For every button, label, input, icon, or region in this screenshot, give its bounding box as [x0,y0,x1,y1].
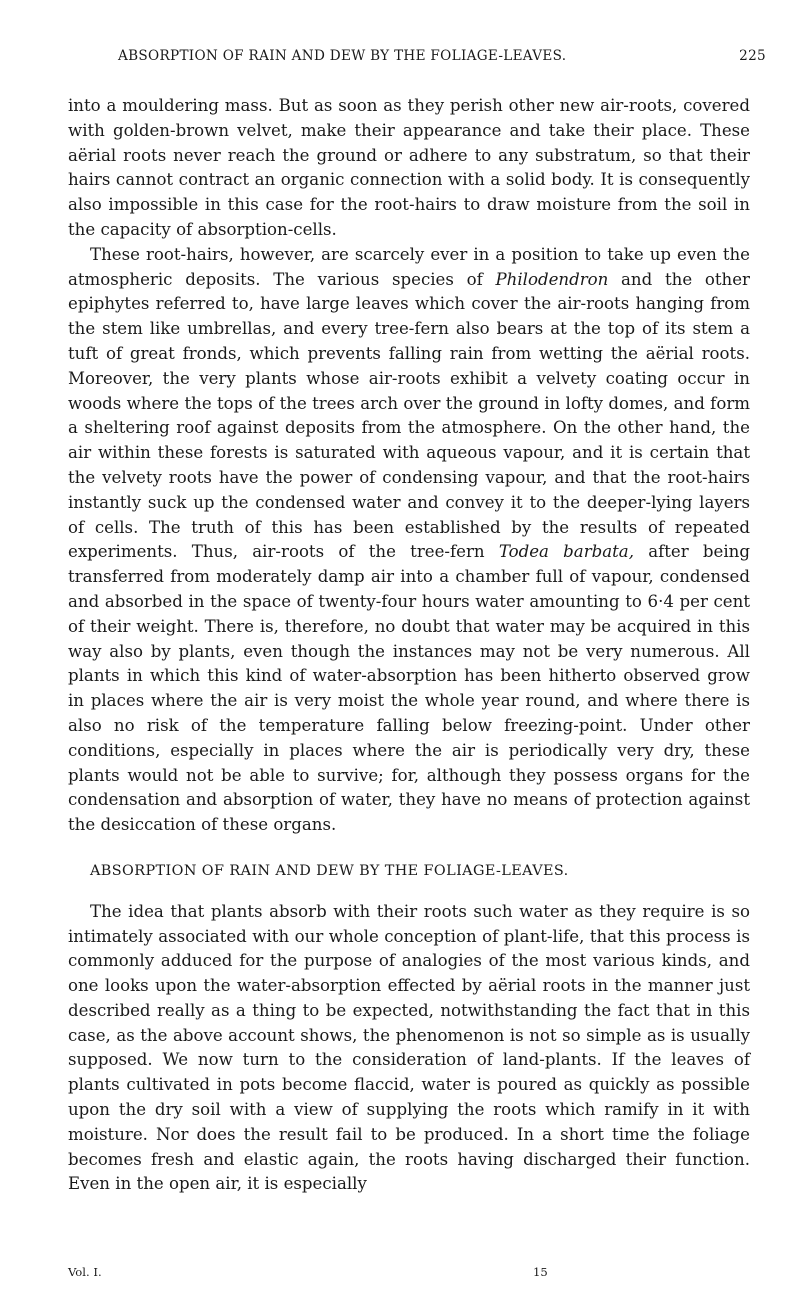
running-head [68,48,766,68]
paragraph-text: The idea that plants absorb with their roots such water as they require is so intimately associated with our whole conception of plant-life, that this process is commonly adduced for the purpose of analogies of the most various kinds, and one looks upon the water-absorption effected by aërial roots in the manner just described really as a thing to be expected, notwithstanding the fact that in this case, as the above account shows, the phenomenon is not so simple as is usually supposed. We now turn to the consideration of land-plants. If the leaves of plants cultivated in pots become flaccid, water is poured as quickly as possible upon the dry soil with a view of supplying the roots which ramify in it with moisture. Nor does the result fail to be produced. In a short time the foliage becomes fresh and elastic again, the roots having discharged their function. Even in the open air, it is especially [68,901,750,1194]
section-heading: ABSORPTION OF RAIN AND DEW BY THE FOLIAGE-LEAVES. [90,862,569,879]
body-text [68,94,750,1197]
paragraph-continued [68,94,750,243]
paragraph-text: and the other epiphytes referred to, have large leaves which cover the air-roots hanging from the stem like umbrellas, and every tree-fern also bears at the top of its stem a tuft of great fronds, which prevents falling rain from wetting the aërial roots. Moreover, the very plants whose air-roots exhibit a velvety coating occur in woods where the tops of the trees arch over the ground in lofty domes, and form a sheltering roof against deposits from the atmosphere. On the other hand, the air within these forests is saturated with aqueous vapour, and it is certain that the velvety roots have the power of condensing vapour, and that the root-hairs instantly suck up the condensed water and convey it to the deeper-lying layers of cells. The truth of this has been established by the results of repeated experiments. Thus, air-roots of the tree-fern [68,269,750,562]
signature-mark: 15 [533,1265,548,1279]
volume-label: Vol. I. [68,1265,102,1279]
page-footer [68,1265,750,1281]
paragraph-text: into a mouldering mass. But as soon as they perish other new air-roots, covered with golden-brown velvet, make their appearance and take their place. These aërial roots never reach the ground or adhere to any substratum, so that their hairs cannot contract an organic connection with a solid body. It is consequently also impossible in this case for the root-hairs to draw moisture from the soil in the capacity of absorption-cells. [68,96,750,239]
running-head-title: ABSORPTION OF RAIN AND DEW BY THE FOLIAGE-LEAVES. [118,48,567,64]
paragraph-absorption [68,900,750,1198]
taxon-philodendron: Philodendron [495,269,609,289]
paragraph-text: after being transferred from moderately damp air into a chamber full of vapour, condensed and absorbed in the space of twenty-four hours water amounting to 6·4 per cent of their weight. There is, therefore, no doubt that water may be acquired in this way also by plants, even though the instances may not be very numerous. All plants in which this kind of water-absorption has been hitherto observed grow in places where the air is very moist the whole year round, and where there is also no risk of the temperature falling below freezing-point. Under other conditions, especially in places where the air is periodically very dry, these plants would not be able to survive; for, although they possess organs for the condensation and absorption of water, they have no means of protection against the desiccation of these organs. [68,542,750,835]
paragraph-root-hairs [68,243,750,838]
taxon-todea-barbata: Todea barbata, [498,542,634,562]
page-number: 225 [739,48,766,64]
paragraph-text: These root-hairs, however, are scarcely ever in a position to take up even the atmospheric deposits. The various species of [68,244,750,289]
